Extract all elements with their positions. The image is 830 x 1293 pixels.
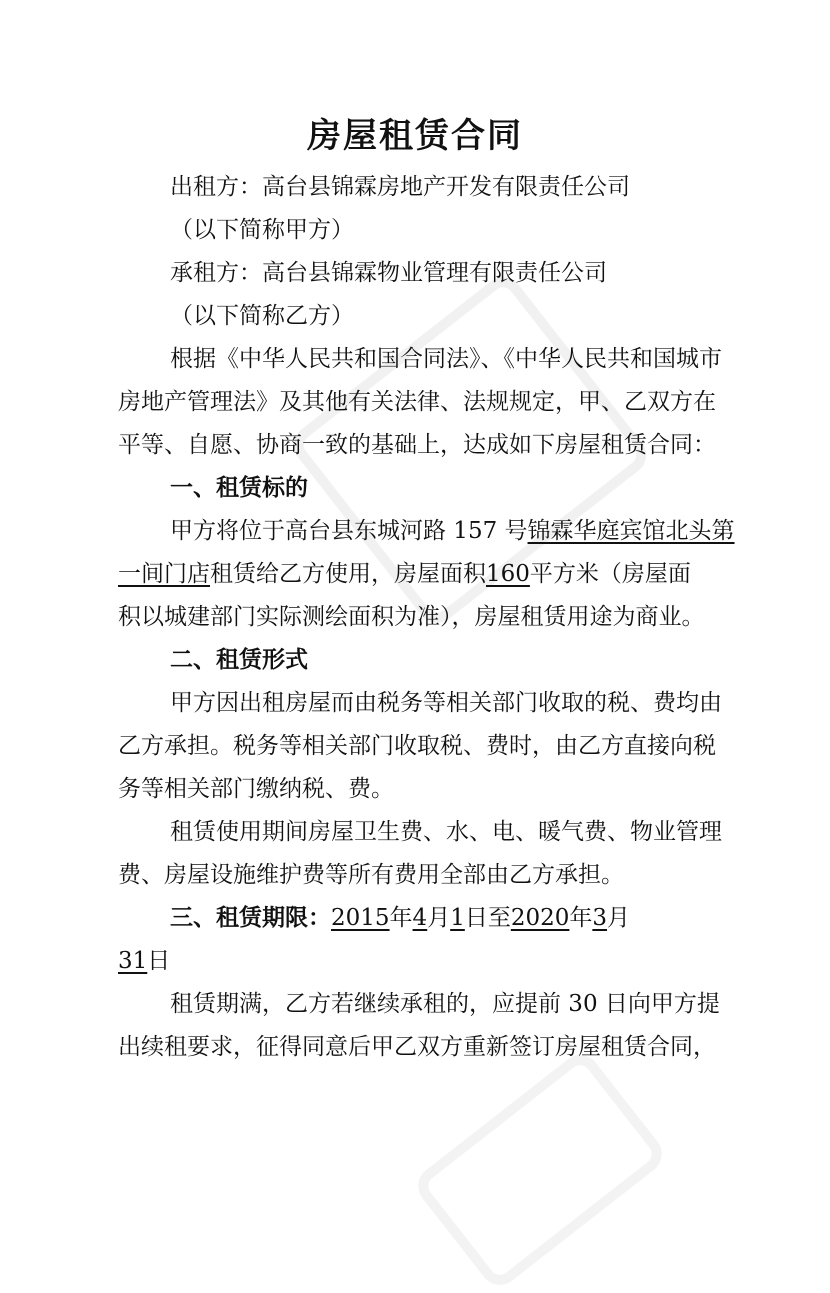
section3-term-line-2 (118, 946, 718, 976)
start-month: 4 (412, 905, 428, 931)
intro-line-2: 房地产管理法》及其他有关法律、法规规定，甲、乙双方在 (118, 389, 716, 415)
section1-line-1 (170, 516, 770, 546)
premises-name: 锦霖华庭宾馆北头第 (527, 518, 735, 544)
section2-p2-line-2: 费、房屋设施维护费等所有费用全部由乙方承担。 (118, 862, 624, 888)
section2-p1-line-1: 甲方因出租房屋而由税务等相关部门收取的税、费均由 (170, 690, 722, 716)
lessor-short-line: （以下简称甲方） (170, 217, 354, 243)
section3-heading: 三、租赁期限： (170, 904, 331, 931)
section3-term-line (170, 903, 770, 933)
section1-heading: 一、租赁标的 (170, 474, 308, 501)
month-label-2: 月 (607, 905, 631, 931)
year-label-1: 年 (389, 905, 413, 931)
section3-p1-line-2: 出续租要求，征得同意后甲乙双方重新签订房屋租赁合同， (118, 1034, 716, 1060)
section1-line-2 (118, 559, 718, 589)
section3-p1-line-1: 租赁期满，乙方若继续承租的，应提前 30 日向甲方提 (170, 991, 720, 1017)
lessee-line: 承租方：高台县锦霖物业管理有限责任公司 (170, 260, 607, 286)
intro-line-3: 平等、自愿、协商一致的基础上，达成如下房屋租赁合同： (118, 432, 716, 458)
section1-line-1-text: 甲方将位于高台县东城河路 157 号 (170, 518, 528, 544)
section1-line-2-unit: 平方米（房屋面 (529, 561, 691, 587)
end-year: 2020 (510, 905, 570, 931)
section1-line-2-text: 租赁给乙方使用，房屋面积 (210, 561, 486, 587)
day-to-label: 日至 (464, 905, 511, 931)
premises-unit: 一间门店 (118, 561, 210, 587)
section2-p1-line-2: 乙方承担。税务等相关部门收取税、费时，由乙方直接向税 (118, 733, 716, 759)
section2-p2-line-1: 租赁使用期间房屋卫生费、水、电、暖气费、物业管理 (170, 819, 722, 845)
area-value: 160 (486, 561, 530, 587)
month-label-1: 月 (427, 905, 451, 931)
section1-line-3: 积以城建部门实际测绘面积为准），房屋租赁用途为商业。 (118, 604, 705, 630)
watermark-stamp-lower (410, 1047, 670, 1293)
intro-line-1: 根据《中华人民共和国合同法》、《中华人民共和国城市 (170, 346, 722, 372)
lessor-line: 出租方：高台县锦霖房地产开发有限责任公司 (170, 174, 630, 200)
lessee-short-line: （以下简称乙方） (170, 303, 354, 329)
day-label-2: 日 (147, 948, 171, 974)
end-month: 3 (592, 905, 608, 931)
year-label-2: 年 (569, 905, 593, 931)
section2-p1-line-3: 务等相关部门缴纳税、费。 (118, 776, 394, 802)
document-title: 房屋租赁合同 (307, 116, 523, 156)
start-day: 1 (450, 905, 465, 931)
start-year: 2015 (331, 905, 390, 931)
section2-heading: 二、租赁形式 (170, 646, 308, 673)
end-day: 31 (118, 948, 148, 974)
